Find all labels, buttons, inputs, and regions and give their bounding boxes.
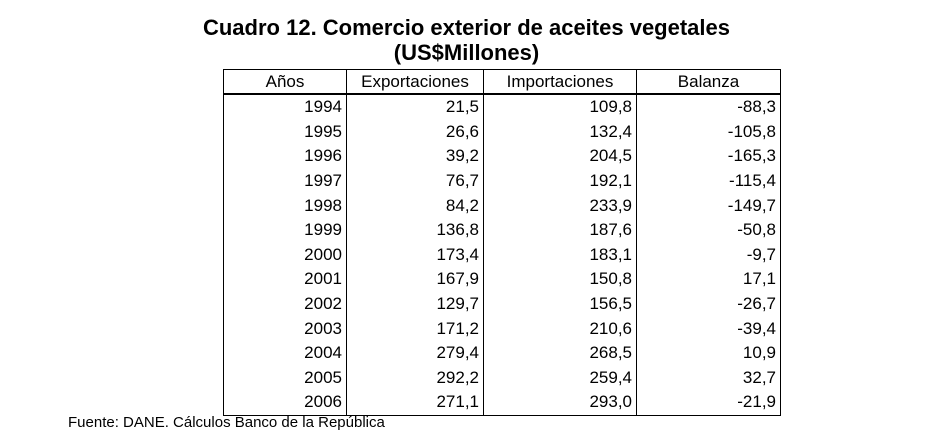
exports-cell: 173,4 [347, 243, 484, 268]
exports-cell: 21,5 [347, 94, 484, 120]
exports-cell: 39,2 [347, 144, 484, 169]
exports-cell: 26,6 [347, 120, 484, 145]
exports-cell: 129,7 [347, 292, 484, 317]
table-row [224, 120, 781, 145]
year-cell: 2002 [224, 292, 347, 317]
year-cell: 1999 [224, 218, 347, 243]
table-row [224, 94, 781, 120]
imports-cell: 293,0 [484, 390, 637, 415]
balance-cell: -149,7 [637, 193, 781, 218]
header-balance: Balanza [637, 70, 781, 95]
table-row [224, 341, 781, 366]
table-body [224, 94, 781, 415]
balance-cell: -21,9 [637, 390, 781, 415]
table-row [224, 267, 781, 292]
exports-cell: 76,7 [347, 169, 484, 194]
balance-cell: -88,3 [637, 94, 781, 120]
exports-cell: 84,2 [347, 193, 484, 218]
year-cell: 1998 [224, 193, 347, 218]
table-row [224, 169, 781, 194]
year-cell: 2000 [224, 243, 347, 268]
year-cell: 1995 [224, 120, 347, 145]
table-row [224, 243, 781, 268]
exports-cell: 171,2 [347, 316, 484, 341]
exports-cell: 167,9 [347, 267, 484, 292]
year-cell: 2005 [224, 366, 347, 391]
year-cell: 1994 [224, 94, 347, 120]
trade-table [223, 69, 781, 416]
imports-cell: 204,5 [484, 144, 637, 169]
year-cell: 1996 [224, 144, 347, 169]
imports-cell: 259,4 [484, 366, 637, 391]
exports-cell: 279,4 [347, 341, 484, 366]
balance-cell: 17,1 [637, 267, 781, 292]
balance-cell: -50,8 [637, 218, 781, 243]
balance-cell: -26,7 [637, 292, 781, 317]
year-cell: 1997 [224, 169, 347, 194]
imports-cell: 233,9 [484, 193, 637, 218]
table-row [224, 366, 781, 391]
balance-cell: 32,7 [637, 366, 781, 391]
header-years: Años [224, 70, 347, 95]
header-exports: Exportaciones [347, 70, 484, 95]
balance-cell: -165,3 [637, 144, 781, 169]
balance-cell: -9,7 [637, 243, 781, 268]
imports-cell: 156,5 [484, 292, 637, 317]
imports-cell: 132,4 [484, 120, 637, 145]
year-cell: 2003 [224, 316, 347, 341]
balance-cell: -105,8 [637, 120, 781, 145]
header-imports: Importaciones [484, 70, 637, 95]
table-subtitle-units: (US$Millones) [393, 40, 540, 65]
table-title: Cuadro 12. Comercio exterior de aceites vegetales [202, 15, 730, 40]
imports-cell: 109,8 [484, 94, 637, 120]
imports-cell: 192,1 [484, 169, 637, 194]
header-row [224, 70, 781, 95]
year-cell: 2006 [224, 390, 347, 415]
source-note: Fuente: DANE. Cálculos Banco de la República [68, 414, 385, 431]
imports-cell: 268,5 [484, 341, 637, 366]
imports-cell: 183,1 [484, 243, 637, 268]
year-cell: 2001 [224, 267, 347, 292]
table-row [224, 390, 781, 415]
table-row [224, 292, 781, 317]
exports-cell: 136,8 [347, 218, 484, 243]
imports-cell: 187,6 [484, 218, 637, 243]
exports-cell: 271,1 [347, 390, 484, 415]
table-row [224, 316, 781, 341]
imports-cell: 210,6 [484, 316, 637, 341]
imports-cell: 150,8 [484, 267, 637, 292]
table-header [224, 70, 781, 95]
balance-cell: -39,4 [637, 316, 781, 341]
balance-cell: -115,4 [637, 169, 781, 194]
table-row [224, 193, 781, 218]
table-row [224, 218, 781, 243]
table-row [224, 144, 781, 169]
exports-cell: 292,2 [347, 366, 484, 391]
year-cell: 2004 [224, 341, 347, 366]
balance-cell: 10,9 [637, 341, 781, 366]
